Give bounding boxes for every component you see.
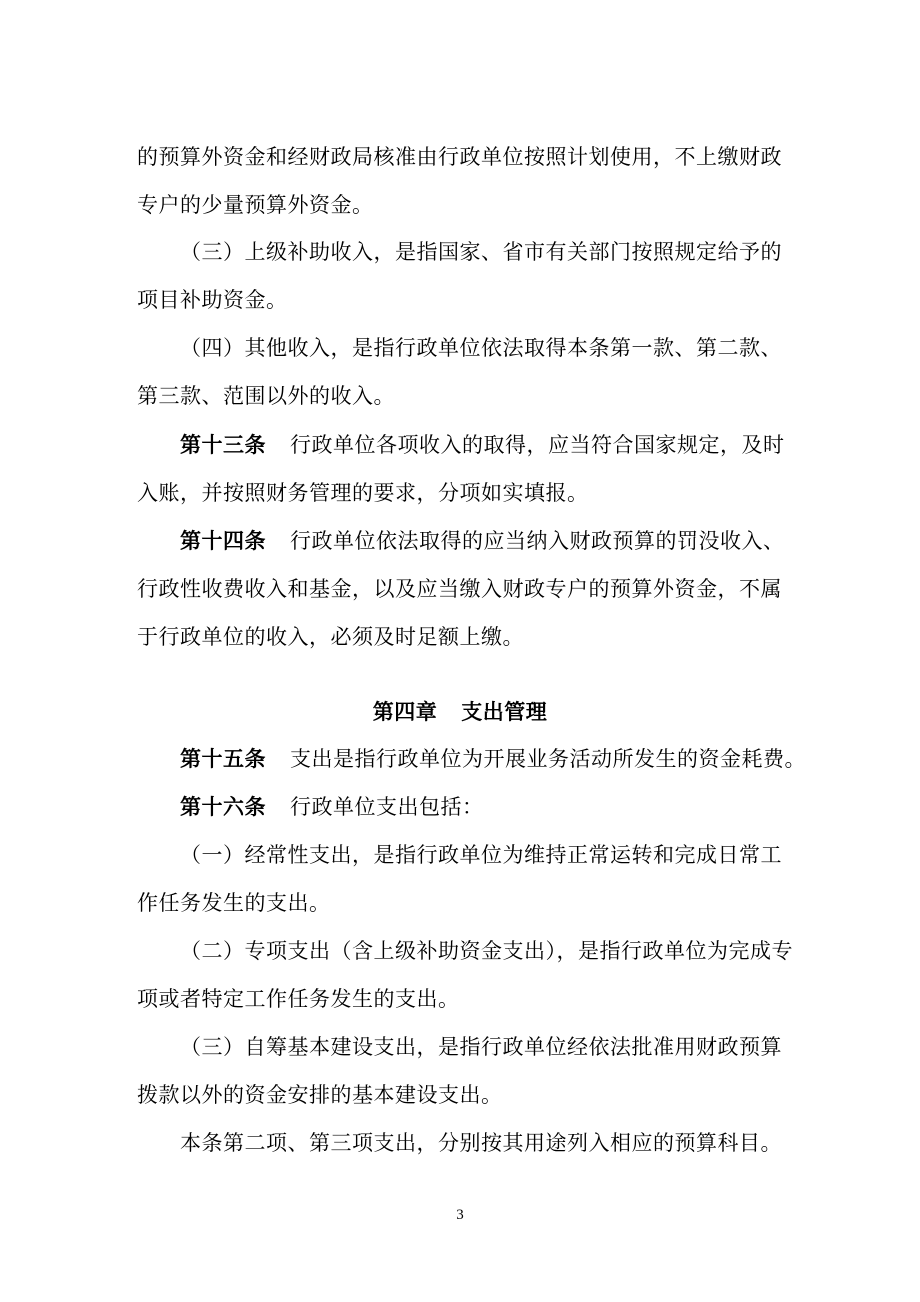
text-line: 于行政单位的收入，必须及时足额上缴。 (137, 625, 524, 649)
article-text: 行政单位各项收入的取得，应当符合国家规定，及时 (290, 433, 785, 457)
chapter-title: 支出管理 (461, 700, 548, 724)
page-number: 3 (456, 1207, 464, 1223)
text-line: 拨款以外的资金安排的基本建设支出。 (137, 1083, 503, 1107)
text-line: （四）其他收入，是指行政单位依法取得本条第一款、第二款、 (180, 336, 782, 360)
text-line: 专户的少量预算外资金。 (137, 193, 374, 217)
text-line: 作任务发生的支出。 (137, 891, 331, 915)
chapter-number: 第四章 (372, 700, 438, 724)
article-16 (180, 793, 484, 821)
article-text: 支出是指行政单位为开展业务活动所发生的资金耗费。 (290, 747, 806, 771)
article-13 (180, 431, 785, 459)
text-line: 的预算外资金和经财政局核准由行政单位按照计划使用，不上缴财政 (137, 145, 782, 169)
text-line: （二）专项支出（含上级补助资金支出），是指行政单位为完成专 (180, 939, 793, 963)
text-line: 第三款、范围以外的收入。 (137, 384, 395, 408)
article-text: 行政单位依法取得的应当纳入财政预算的罚没收入、 (290, 529, 785, 553)
article-14 (180, 527, 785, 555)
text-line: 项目补助资金。 (137, 288, 288, 312)
text-line: 项或者特定工作任务发生的支出。 (137, 987, 460, 1011)
article-number: 第十四条 (180, 529, 266, 553)
text-line: 入账，并按照财务管理的要求，分项如实填报。 (137, 481, 589, 505)
article-text: 行政单位支出包括： (290, 795, 484, 819)
text-line: 本条第二项、第三项支出，分别按其用途列入相应的预算科目。 (180, 1131, 782, 1155)
text-line: 行政性收费收入和基金，以及应当缴入财政专户的预算外资金，不属 (137, 577, 782, 601)
text-line: （三）自筹基本建设支出，是指行政单位经依法批准用财政预算 (180, 1035, 782, 1059)
chapter-heading (0, 698, 920, 726)
article-15 (180, 745, 806, 773)
article-number: 第十三条 (180, 433, 266, 457)
article-number: 第十六条 (180, 795, 266, 819)
article-number: 第十五条 (180, 747, 266, 771)
text-line: （三）上级补助收入，是指国家、省市有关部门按照规定给予的 (180, 240, 782, 264)
text-line: （一）经常性支出，是指行政单位为维持正常运转和完成日常工 (180, 843, 782, 867)
